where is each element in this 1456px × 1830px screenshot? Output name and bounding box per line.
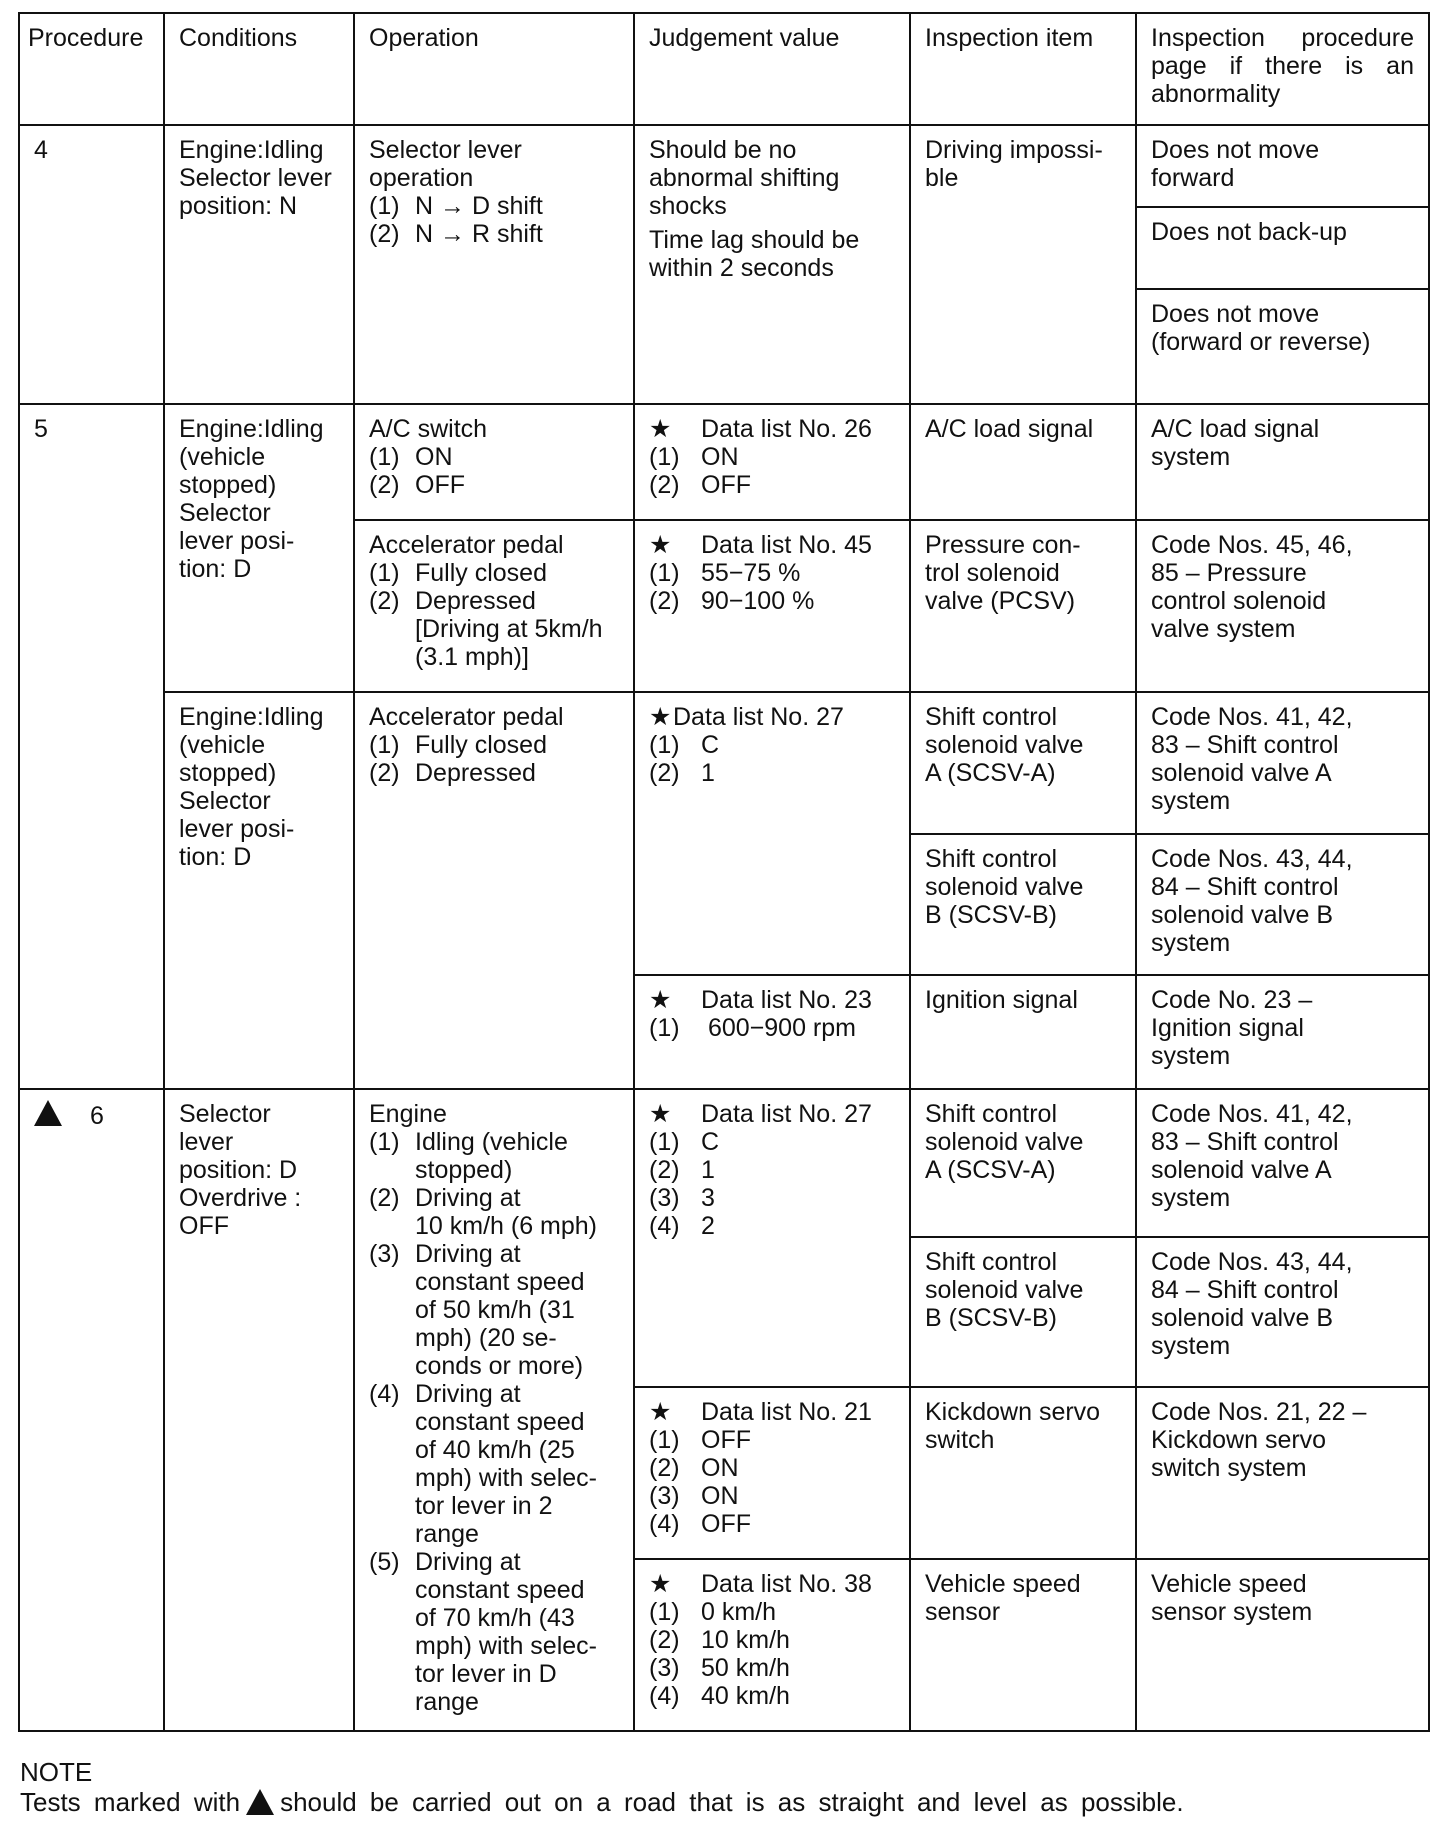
abnormality-6-scsv-b: Code Nos. 43, 44, 84 – Shift control solenoid valve B system xyxy=(1136,1237,1429,1387)
inspection-item-6-kick: Kickdown servo switch xyxy=(910,1387,1136,1559)
operation-5-pcsv: Accelerator pedal (1) Fully closed (2) Depressed [Driving at 5km/h (3.1 mph)] xyxy=(354,520,634,692)
judgement-6-kick: ★ Data list No. 21 (1) OFF (2) ON (3) ON (4) OFF xyxy=(634,1387,910,1559)
abnormality-5-scsv-a: Code Nos. 41, 42, 83 – Shift control solenoid valve A system xyxy=(1136,692,1429,834)
conditions-6: Selector lever position: D Overdrive : OFF xyxy=(164,1089,354,1731)
procedure-4: 4 xyxy=(19,125,164,404)
judgement-6-shift: ★ Data list No. 27 (1) C (2) 1 (3) 3 (4) 2 xyxy=(634,1089,910,1387)
header-conditions: Conditions xyxy=(164,13,354,125)
table-row xyxy=(19,125,1429,207)
inspection-item-5-scsv-b: Shift control solenoid valve B (SCSV-B) xyxy=(910,834,1136,975)
star-icon: ★ xyxy=(649,1570,672,1598)
conditions-5b: Engine:Idling (vehicle stopped) Selector lever posi- tion: D xyxy=(164,692,354,1089)
judgement-5-pcsv: ★ Data list No. 45 (1) 55−75 % (2) 90−100 % xyxy=(634,520,910,692)
inspection-item-4: Driving impossi- ble xyxy=(910,125,1136,404)
operation-5-ac: A/C switch (1) ON (2) OFF xyxy=(354,404,634,520)
conditions-4: Engine:Idling Selector lever position: N xyxy=(164,125,354,404)
inspection-item-6-vss: Vehicle speed sensor xyxy=(910,1559,1136,1731)
judgement-6-vss: ★ Data list No. 38 (1) 0 km/h (2) 10 km/h (3) 50 km/h (4) 40 km/h xyxy=(634,1559,910,1731)
triangle-icon xyxy=(34,1100,62,1126)
header-inspection-item: Inspection item xyxy=(910,13,1136,125)
header-abnormality: Inspection procedure page if there is an abnormality xyxy=(1136,13,1429,125)
operation-5-shift: Accelerator pedal (1) Fully closed (2) Depressed xyxy=(354,692,634,1089)
judgement-5-shift: ★Data list No. 27 (1) C (2) 1 xyxy=(634,692,910,975)
judgement-5-ign: ★ Data list No. 23 (1) 600−900 rpm xyxy=(634,975,910,1089)
note-title: NOTE xyxy=(20,1757,93,1787)
header-procedure: Procedure xyxy=(19,13,164,125)
note-section xyxy=(20,1757,1440,1817)
star-icon: ★ xyxy=(649,1398,672,1426)
table-row xyxy=(19,692,1429,834)
abnormality-5-ac: A/C load signal system xyxy=(1136,404,1429,520)
abnormality-6-kick: Code Nos. 21, 22 – Kickdown servo switch system xyxy=(1136,1387,1429,1559)
judgement-4: Should be no abnormal shifting shocks Time lag should be within 2 seconds xyxy=(634,125,910,404)
procedure-6: 6 xyxy=(19,1089,164,1731)
star-icon: ★ xyxy=(649,703,672,731)
star-icon: ★ xyxy=(649,986,672,1014)
table-row xyxy=(19,1089,1429,1237)
inspection-sheet xyxy=(18,12,1428,1732)
header-judgement: Judgement value xyxy=(634,13,910,125)
inspection-table xyxy=(18,12,1430,1732)
table-row xyxy=(19,404,1429,520)
inspection-item-5-ac: A/C load signal xyxy=(910,404,1136,520)
operation-6: Engine (1) Idling (vehicle stopped) (2) Driving at 10 km/h (6 mph) (3) Driving at constant speed of 50 km/h (31 mph) (20 se- conds or more) (4) Driving at constant speed of 40 km/h (25 mph) with selec- tor lever in 2 range (5) Driving at constant speed of 70 km/h (43 mph) with selec- tor lever in D range xyxy=(354,1089,634,1731)
abnormality-6-vss: Vehicle speed sensor system xyxy=(1136,1559,1429,1731)
header-operation: Operation xyxy=(354,13,634,125)
inspection-item-5-ign: Ignition signal xyxy=(910,975,1136,1089)
star-icon: ★ xyxy=(649,531,672,559)
inspection-item-5-pcsv: Pressure con- trol solenoid valve (PCSV) xyxy=(910,520,1136,692)
header-row xyxy=(19,13,1429,125)
procedure-5: 5 xyxy=(19,404,164,1089)
abnormality-4a: Does not move forward xyxy=(1136,125,1429,207)
triangle-icon xyxy=(246,1789,274,1815)
star-icon: ★ xyxy=(649,1100,672,1128)
conditions-5a: Engine:Idling (vehicle stopped) Selector lever posi- tion: D xyxy=(164,404,354,692)
abnormality-4b: Does not back-up xyxy=(1136,207,1429,289)
inspection-item-6-scsv-a: Shift control solenoid valve A (SCSV-A) xyxy=(910,1089,1136,1237)
note-text: Tests marked with should be carried out on a road that is as straight and level as possible. xyxy=(20,1787,1184,1817)
inspection-item-5-scsv-a: Shift control solenoid valve A (SCSV-A) xyxy=(910,692,1136,834)
judgement-5-ac: ★ Data list No. 26 (1) ON (2) OFF xyxy=(634,404,910,520)
abnormality-5-pcsv: Code Nos. 45, 46, 85 – Pressure control solenoid valve system xyxy=(1136,520,1429,692)
abnormality-5-ign: Code No. 23 – Ignition signal system xyxy=(1136,975,1429,1089)
star-icon: ★ xyxy=(649,415,672,443)
operation-4: Selector lever operation (1) N → D shift (2) N → R shift xyxy=(354,125,634,404)
abnormality-5-scsv-b: Code Nos. 43, 44, 84 – Shift control solenoid valve B system xyxy=(1136,834,1429,975)
abnormality-4c: Does not move (forward or reverse) xyxy=(1136,289,1429,404)
abnormality-6-scsv-a: Code Nos. 41, 42, 83 – Shift control solenoid valve A system xyxy=(1136,1089,1429,1237)
inspection-item-6-scsv-b: Shift control solenoid valve B (SCSV-B) xyxy=(910,1237,1136,1387)
